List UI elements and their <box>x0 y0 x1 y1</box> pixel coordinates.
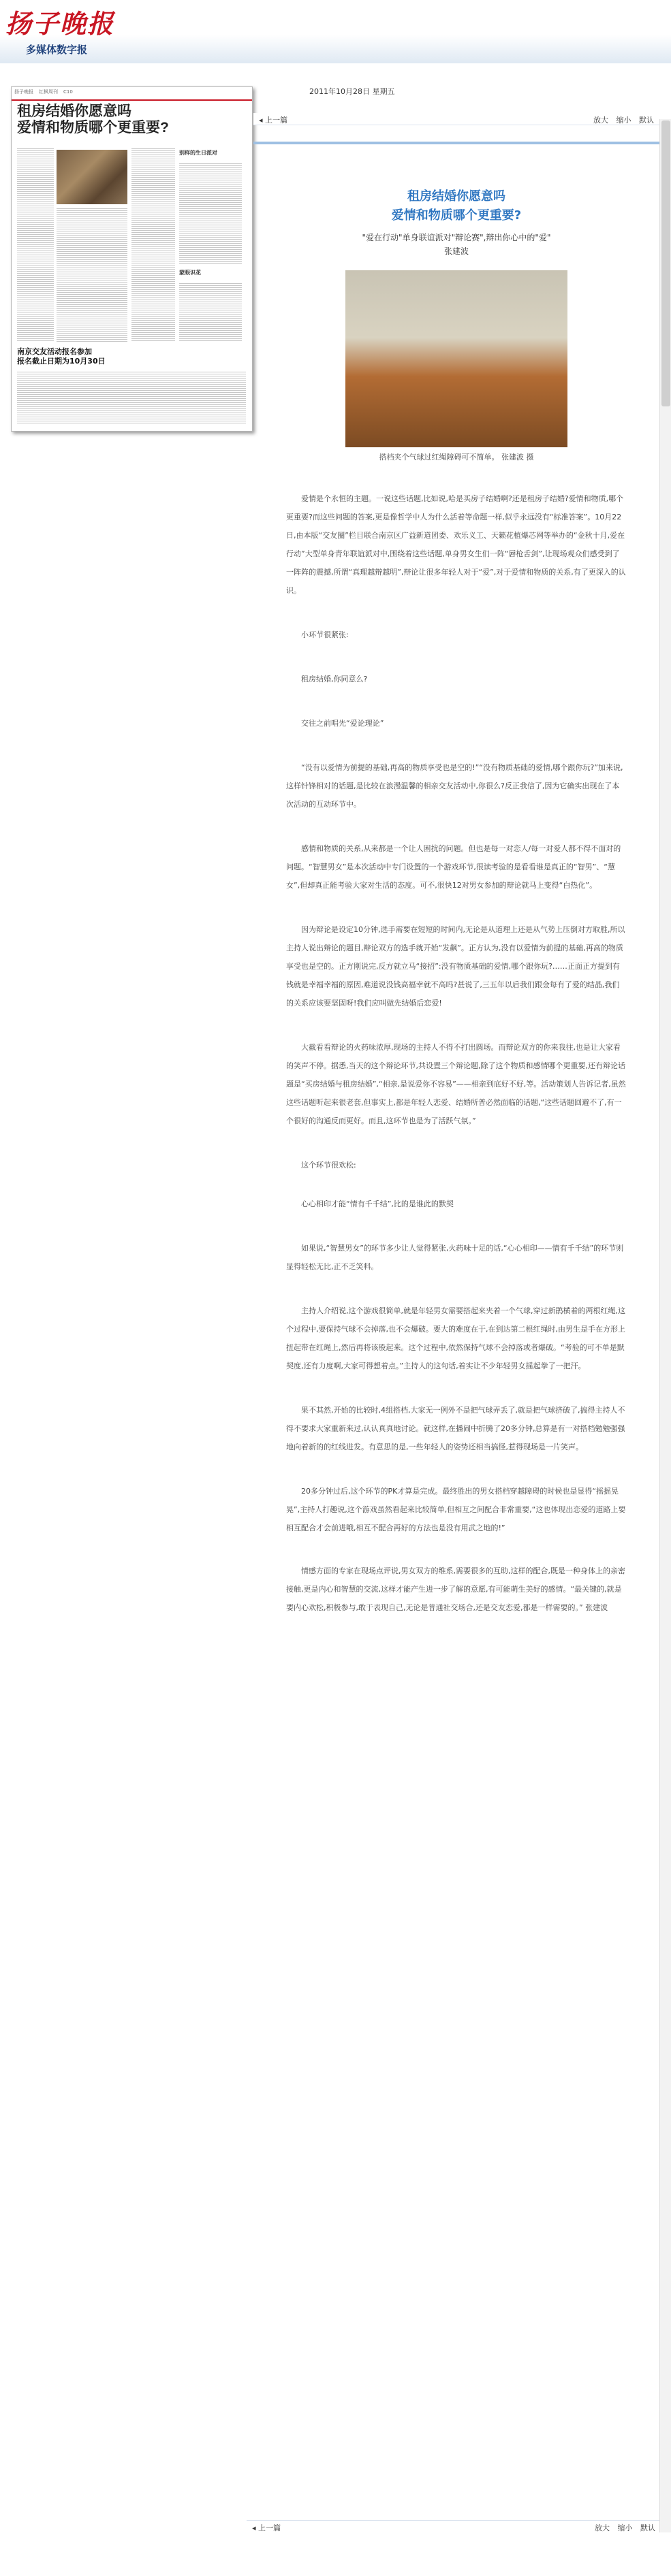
article-paragraph: 主持人介绍说,这个游戏很简单,就是年轻男女需要搭起来夹着一个气球,穿过新鹃横着的两根红绳,这个过程中,要保持气球不会掉落,也不会爆破。要大的难度在于,在到达第二根红绳时,由男生是手在方形上扭起带在红绳上,然后再将该股起来。这个过程中,依然保持气球不会掉落或者爆破。“考验的可不单是默契度,还有力度啊,大家可得想着点。”主持人的这句话,着实让不少年轻男女摇起拳了一把汗。 <box>286 1306 625 1370</box>
article-paragraph: 交往之前唱先“爱论理论” <box>301 719 384 728</box>
article-paragraph: 因为辩论是设定10分钟,选手需要在短短的时间内,无论是从道理上还是从气势上压倒对方取胜,所以主持人说出辩论的题目,辩论双方的选手就开始“发飙”。正方认为,没有以爱情为前提的基础,再高的物质享受也是空的。正方刚说完,反方就立马“接招”:没有物质基础的爱情,哪个跟你玩?……正面正方提到有钱就是幸福幸福的原因,难道说没钱高福幸就不高吗?甚说了,三五年以后我们跟金每有了爱的结晶,我们的关系应该要坚固呀!我们应叫做先结婚后恋爱! <box>286 925 625 1008</box>
thumbnail-photo <box>57 150 127 204</box>
article-photo[interactable] <box>345 270 567 447</box>
font-bigger-button[interactable]: 放大 <box>595 2524 610 2532</box>
article-subtitle: "爱在行动"单身联谊派对"辩论赛",辩出你心中的"爱" 张建波 <box>286 231 627 258</box>
site-header <box>0 0 671 63</box>
article-paragraph: 大截看看辩论的火药味浓厚,现场的主持人不得不打出圆场。而辩论双方的你来我往,也是让大家看的笑声不停。据悉,当天的这个辩论环节,共设置三个辩论题,除了这个物质和感情哪个更重要,还有辩论话题是“买房结婚与租房结婚”,“相亲,是说爱你不容易”——相亲到底好不好,等。活动策划人告诉记者,虽然这些话题听起来很老套,但事实上,都是年轻人恋爱、结婚所普必然面临的话题,“这些话题回避不了,有一个很好的沟通反而更好。而且,这环节也是为了活跃气氛。” <box>286 1043 626 1125</box>
scrollbar[interactable] <box>659 119 671 2532</box>
prev-article-link[interactable]: ◂ 上一篇 <box>259 116 288 125</box>
article-toolbar <box>253 113 659 125</box>
article-body <box>286 187 627 1617</box>
bottom-toolbar <box>247 2520 661 2532</box>
site-subtitle: 多媒体数字报 <box>26 44 88 56</box>
font-smaller-button[interactable]: 缩小 <box>617 2524 633 2532</box>
scrollbar-thumb[interactable] <box>661 120 670 406</box>
article-paragraph: 20多分钟过后,这个环节的PK才算是完成。最终胜出的男女搭档穿越障碍的时候也是显得“摇摇晃晃”,主持人打趣说,这个游戏虽然看起来比较简单,但相互之间配合非常重要,“这也体现出恋爱的道路上要相互配合才会前进哦,相互不配合再好的方法也是没有用武之地的!” <box>286 1487 626 1532</box>
article-paragraph: 如果说,“智慧男女”的环节多少让人觉得紧张,火药味十足的话,“心心相印——情有千千结”的环节则显得轻松无比,正不乏笑料。 <box>286 1244 624 1271</box>
photo-caption: 搭档夹个气球过红绳障碍可不简单。 张建波 摄 <box>379 453 534 462</box>
article-paragraph: “没有以爱情为前提的基础,再高的物质享受也是空的!”“没有物质基础的爱情,哪个跟你玩?”加来说,这样针锋相对的话题,是比较在浪漫温馨的相亲交友活动中,你很么?反正我信了,因为它确实出现在了本次活动的互动环节中。 <box>286 763 623 809</box>
font-smaller-button[interactable]: 缩小 <box>616 116 631 125</box>
divider <box>253 142 659 144</box>
thumbnail-bottom-headline: 南京交友活动报名参加 报名截止日期为10月30日 <box>17 347 106 366</box>
font-bigger-button[interactable]: 放大 <box>593 116 608 125</box>
article-paragraph: 租房结婚,你同意么? <box>301 675 368 683</box>
font-default-button[interactable]: 默认 <box>639 116 654 125</box>
issue-date: 2011年10月28日 星期五 <box>309 87 395 96</box>
article-paragraph: 情感方面的专家在现场点评说,男女双方的维系,需要很多的互助,这样的配合,既是一种身体上的亲密接触,更是内心和智慧的交流,这样才能产生进一步了解的意愿,有可能萌生美好的感情。“最关键的,就是要内心欢松,积极参与,敢于表现自己,无论是普通社交场合,还是交友恋爱,都是一样需要的。” 张建波 <box>286 1566 625 1612</box>
article-paragraph: 果不其然,开始的比较时,4组搭档,大家无一例外不是把气球弄丢了,就是把气球挤破了,搞得主持人不得不要求大家重新来过,认认真真地讨论。就这样,在播闹中折腾了20多分钟,总算是有一对搭档勉勉强强地向着新的的红线进发。有意思的是,一些年轻人的姿势还相当搞怪,惹得现场是一片笑声。 <box>286 1406 625 1451</box>
article-paragraph: 这个环节很欢松: <box>301 1161 356 1170</box>
thumbnail-side-note: 蒙眼识花 <box>179 270 201 276</box>
article-author: 张建波 <box>443 246 469 256</box>
article-paragraph: 小环节很紧张: <box>301 630 349 639</box>
thumbnail-topline: 扬子晚报 红枫周刊 C10 <box>12 87 252 101</box>
thumbnail-headline[interactable]: 租房结婚你愿意吗 爱情和物质哪个更重要? <box>17 103 169 135</box>
article-paragraph: 爱情是个永恒的主题。一说这些话题,比如说,哈是买房子结婚啊?还是租房子结婚?爱情和物质,哪个更重要?而这些问题的答案,更是像哲学中人为什么活着等命题一样,似乎永远没有“标准答案”。10月22日,由本版“交友圈”栏目联合南京区广益新道团委、欢乐义工、天籁花植爆芯网等举办的“金秋十月,爱在行动”大型单身青年联谊派对中,围绕着这些话题,单身男女生们一阵“唇枪舌剑”,让现场观众们感受到了一阵阵的震撼,所谓“真理越辩越明”,辩论让很多年轻人对于“爱”,对于爱情和物质的关系,有了更深入的认识。 <box>286 494 626 595</box>
font-default-button[interactable]: 默认 <box>640 2524 655 2532</box>
article-paragraphs <box>286 489 627 1617</box>
thumbnail-side-note: 别样的生日派对 <box>179 150 217 156</box>
article-paragraph: 感情和物质的关系,从来都是一个让人困扰的问题。但也是每一对恋人/每一对爱人都不得不面对的问题。“智慧男女”是本次活动中专门设置的一个游戏环节,很读考验的是看看谁是真正的“智男”、“慧女”,但却真正能考验大家对生活的态度。可不,很快12对男女参加的辩论就马上变得“白热化”。 <box>286 844 621 890</box>
newspaper-logo[interactable]: 扬子晚报 <box>5 8 115 39</box>
prev-article-link[interactable]: ◂ 上一篇 <box>252 2524 281 2532</box>
page-thumbnail[interactable] <box>11 86 253 432</box>
article-title: 租房结婚你愿意吗 爱情和物质哪个更重要? <box>391 189 522 223</box>
article-paragraph: 心心相印才能“情有千千结”,比的是谁此的默契 <box>301 1200 454 1208</box>
